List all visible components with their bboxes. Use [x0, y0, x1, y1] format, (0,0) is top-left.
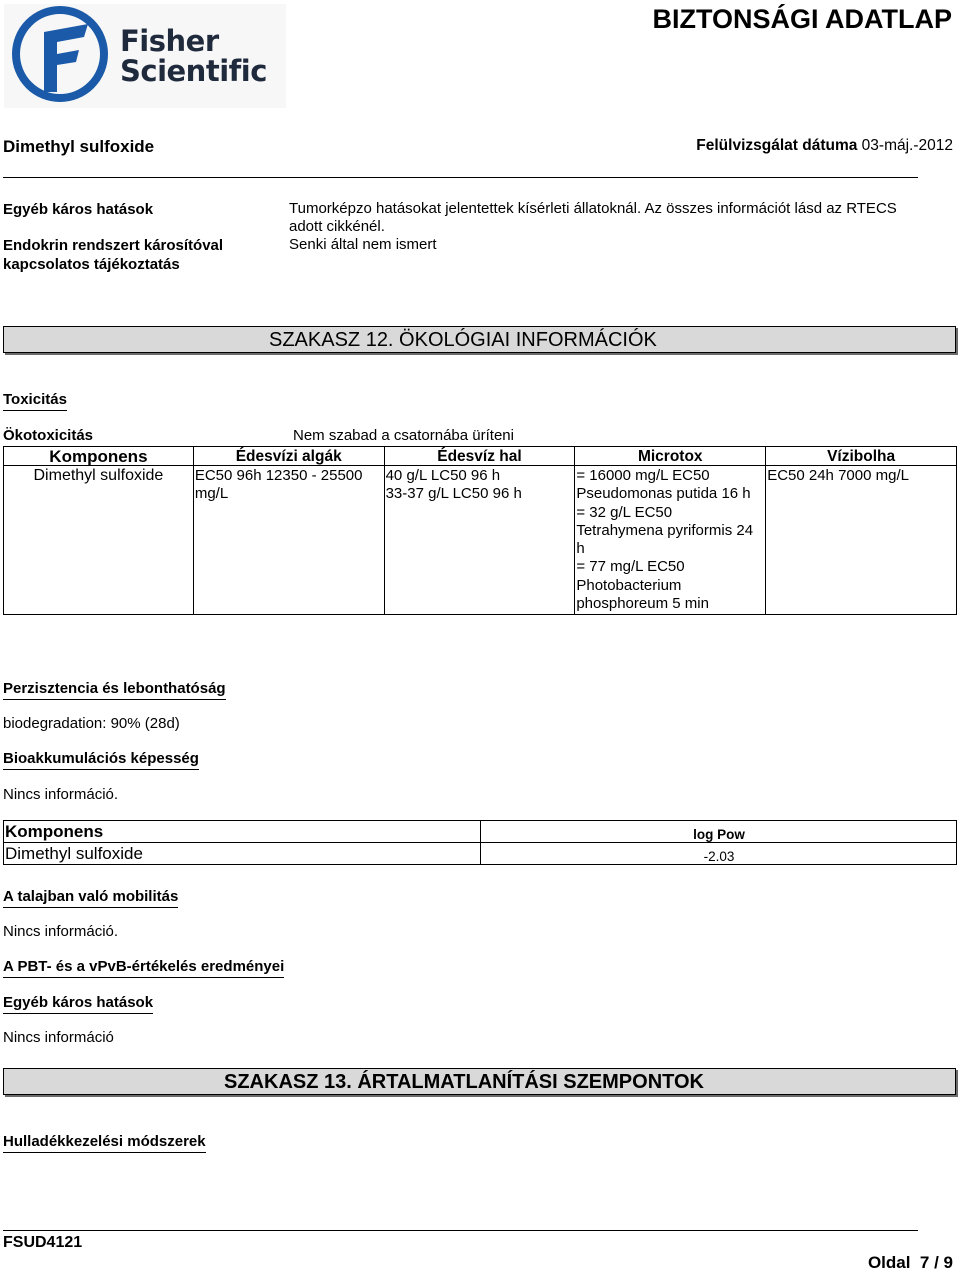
- mobility-value: Nincs információ.: [3, 923, 119, 940]
- revision-label: Felülvizsgálat dátuma: [696, 137, 858, 154]
- product-name: Dimethyl sulfoxide: [3, 137, 155, 156]
- header-divider: [3, 177, 918, 178]
- document-code: FSUD4121: [3, 1234, 83, 1251]
- log-pow-value: -2.03: [481, 843, 957, 865]
- mobility-heading: A talajban való mobilitás: [3, 888, 178, 908]
- waste-methods-heading: Hulladékkezelési módszerek: [3, 1133, 206, 1153]
- column-header-microtox: Microtox: [575, 447, 766, 466]
- endocrine-label: Endokrin rendszert károsítóval kapcsolatos tájékoztatás: [3, 237, 224, 273]
- other-effects-info: Nincs információ: [3, 1029, 114, 1046]
- ecotoxicity-note: Nem szabad a csatornába üríteni: [293, 427, 514, 444]
- cell-microtox: = 16000 mg/L EC50 Pseudomonas putida 16 h = 32 g/L EC50 Tetrahymena pyriformis 24 h = 77 mg/L EC50 Photobacterium phosphoreum 5 min: [575, 466, 766, 615]
- page-label: Oldal: [867, 1253, 911, 1272]
- footer-divider: [3, 1230, 918, 1231]
- other-effects-value: Tumorképzo hatásokat jelentettek kísérleti állatoknál. Az összes információt lásd az RTECS adott cikkénél.: [289, 200, 897, 235]
- table-row: [4, 843, 957, 865]
- revision-date: [696, 137, 953, 155]
- log-pow-component: Dimethyl sulfoxide: [4, 843, 481, 865]
- persistence-value: biodegradation: 90% (28d): [3, 715, 180, 732]
- fisher-scientific-logo: [4, 4, 286, 108]
- document-title: BIZTONSÁGI ADATLAP: [652, 4, 952, 34]
- cell-component: Dimethyl sulfoxide: [4, 466, 194, 615]
- toxicity-heading: Toxicitás: [3, 391, 67, 411]
- ecotoxicity-table: [3, 446, 957, 615]
- bioaccumulation-value: Nincs információ.: [3, 786, 119, 803]
- pbt-heading: A PBT- és a vPvB-értékelés eredményei: [3, 958, 284, 978]
- other-effects-label: Egyéb káros hatások: [3, 201, 154, 218]
- cell-algae: EC50 96h 12350 - 25500 mg/L: [193, 466, 384, 615]
- persistence-heading: Perzisztencia és lebonthatóság: [3, 680, 226, 700]
- section-12-header: [3, 326, 956, 353]
- ecotoxicity-table-header-row: [4, 447, 957, 466]
- column-header-algae: Édesvízi algák: [193, 447, 384, 466]
- ecotoxicity-heading: Ökotoxicitás: [3, 427, 93, 447]
- bioaccumulation-heading: Bioakkumulációs képesség: [3, 750, 199, 770]
- table-row: [4, 466, 957, 615]
- page-number: [868, 1253, 953, 1272]
- revision-date-value: 03-máj.-2012: [861, 137, 953, 154]
- section-13-title: SZAKASZ 13. ÁRTALMATLANÍTÁSI SZEMPONTOK: [224, 1071, 704, 1093]
- log-pow-table: [3, 820, 957, 865]
- logo-wordmark: Fisher Scientific: [120, 24, 267, 88]
- page-value: 7 / 9: [919, 1253, 953, 1272]
- log-pow-header-component: Komponens: [4, 821, 481, 843]
- section-12-title: SZAKASZ 12. ÖKOLÓGIAI INFORMÁCIÓK: [269, 329, 657, 351]
- column-header-component: Komponens: [4, 447, 194, 466]
- log-pow-header-row: [4, 821, 957, 843]
- column-header-fish: Édesvíz hal: [384, 447, 575, 466]
- endocrine-value: Senki által nem ismert: [289, 236, 437, 253]
- column-header-daphnia: Vízibolha: [766, 447, 957, 466]
- section-13-header: [3, 1068, 956, 1095]
- other-effects-heading: Egyéb káros hatások: [3, 994, 153, 1014]
- cell-daphnia: EC50 24h 7000 mg/L: [766, 466, 957, 615]
- cell-fish: 40 g/L LC50 96 h 33-37 g/L LC50 96 h: [384, 466, 575, 615]
- log-pow-header-value: log Pow: [481, 821, 957, 843]
